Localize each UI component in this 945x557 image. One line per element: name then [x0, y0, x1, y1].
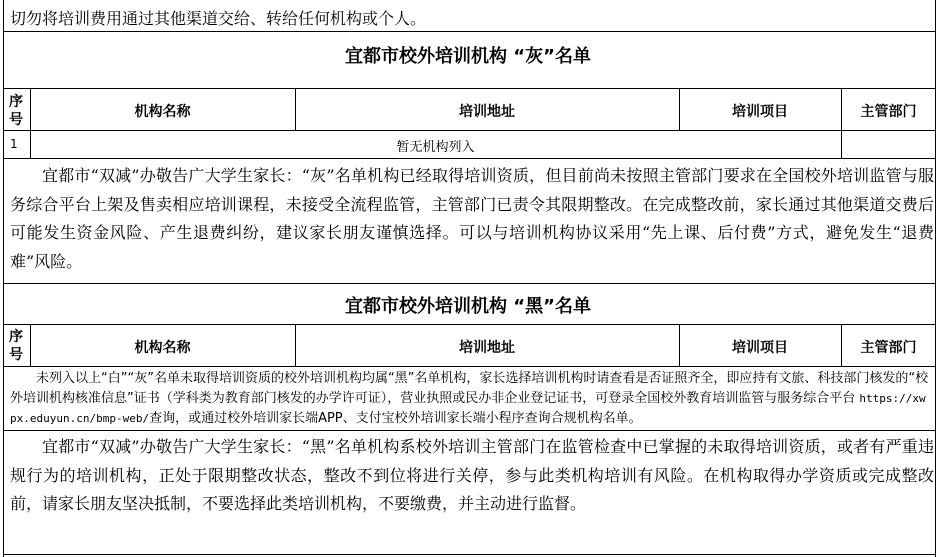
black-col-name: 机构名称 [134, 340, 191, 356]
grey-list-title: 宜都市校外培训机构 “灰”名单 [345, 46, 591, 67]
grey-col-program: 培训项目 [732, 104, 788, 120]
col-divider [841, 324, 842, 366]
col-divider [679, 324, 680, 366]
col-divider [295, 88, 296, 130]
platform-url: https://xwpx.eduyun.cn/bmp-web/ [10, 392, 926, 425]
grey-col-address: 培训地址 [459, 104, 515, 120]
col-divider [30, 324, 31, 366]
black-list-note-suffix: 查询，或通过校外培训家长端APP、支付宝校外培训家长端小程序查询合规机构名单。 [149, 411, 642, 426]
grey-col-department: 主管部门 [860, 104, 917, 120]
row-divider [3, 366, 936, 367]
black-col-program: 培训项目 [732, 340, 788, 356]
grey-row-index: 1 [10, 137, 18, 151]
row-divider [3, 283, 936, 284]
black-col-department: 主管部门 [860, 340, 917, 356]
frame-right-border [935, 0, 936, 557]
row-divider [3, 31, 936, 32]
col-divider [841, 88, 842, 158]
black-list-note-prefix: 未列入以上“白”“灰”名单未取得培训资质的校外培训机构均属“黑”名单机构，家长选择培训机构时请查看是否证照齐全，即应持有文旅、科技部门核发的“校外培训机构核准信息”证书（学科类为教育部门核发的办学许可证），营业执照或民办非企业登记证书，可登录全国校外教育培训监管与服务综合平台 [10, 371, 929, 406]
col-divider [679, 88, 680, 130]
row-divider [3, 430, 936, 431]
grey-list-warning: 宜都市“双减”办敬告广大学生家长：“灰”名单机构已经取得培训资质，但目前尚未按照主管部门要求在全国校外培训监管与服务综合平台上架及售卖相应培训课程，未接受全流程监管，主管部门已责令其限期整改。在完成整改前，家长通过其他渠道交费后可能发生资金风险、产生退费纠纷，建议家长朋友谨慎选择。可以与培训机构协议采用“先上课、后付费”方式，避免发生“退费难”风险。 [10, 166, 934, 271]
black-col-address: 培训地址 [459, 340, 515, 356]
row-divider [3, 130, 936, 131]
top-note: 切勿将培训费用通过其他渠道交给、转给任何机构或个人。 [10, 9, 427, 28]
frame-left-border [3, 0, 4, 557]
black-list-note [10, 369, 932, 429]
row-divider [3, 88, 936, 89]
col-divider [295, 324, 296, 366]
grey-col-name: 机构名称 [134, 104, 191, 120]
row-divider [3, 324, 936, 325]
row-divider [3, 158, 936, 159]
grey-row-content: 暂无机构列入 [396, 140, 475, 155]
grey-col-index: 序号 [9, 94, 23, 128]
black-col-index: 序号 [9, 329, 23, 363]
black-list-warning: 宜都市“双减”办敬告广大学生家长：“黑”名单机构系校外培训主管部门在监管检查中已掌握的未取得培训资质，或者有严重违规行为的培训机构，正处于限期整改状态，整改不到位将进行关停，参与此类机构培训有风险。在机构取得办学资质或完成整改前，请家长朋友坚决抵制，不要选择此类培训机构，不要缴费，并主动进行监督。 [10, 437, 934, 513]
black-list-title: 宜都市校外培训机构 “黑”名单 [345, 296, 591, 317]
frame-bottom-border [3, 554, 936, 555]
